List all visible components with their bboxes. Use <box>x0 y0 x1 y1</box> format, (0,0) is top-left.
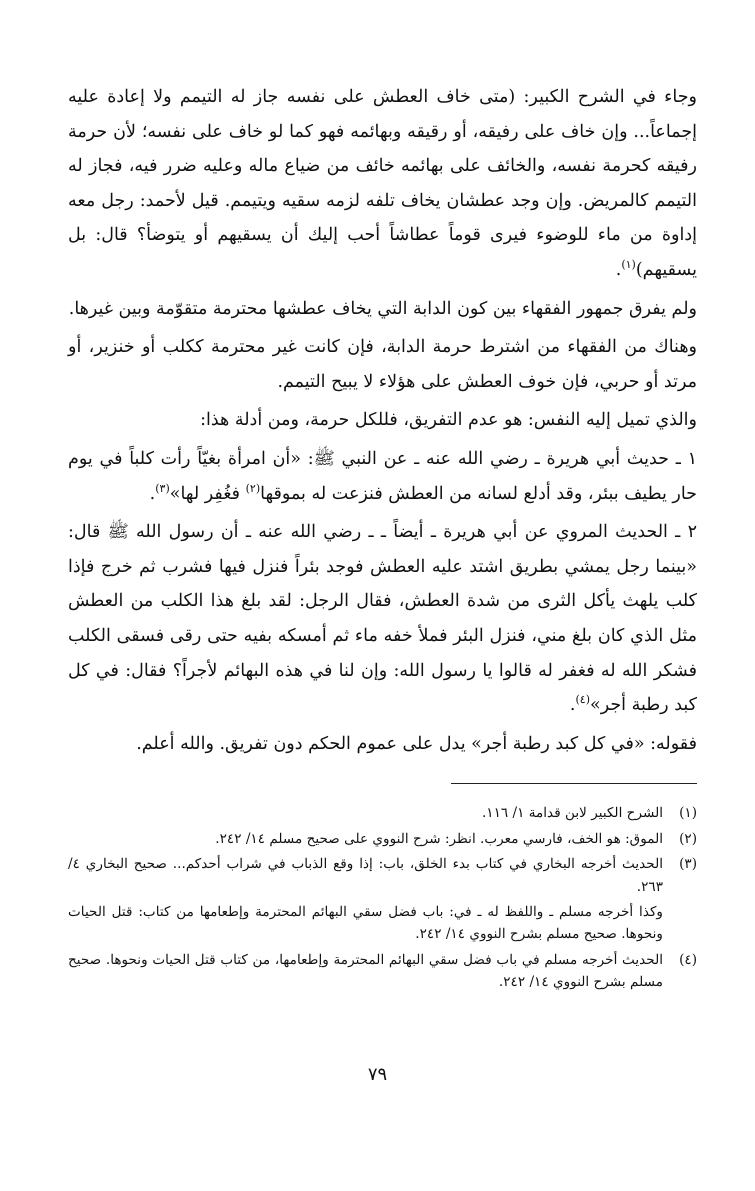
footnotes <box>68 802 697 993</box>
paragraph-3: وهناك من الفقهاء من اشترط حرمة الدابة، فإن كانت غير محترمة ككلب أو خنزير، أو مرتد أو حربي، فإن خوف العطش على هؤلاء لا يبيح التيمم. <box>68 337 697 392</box>
page-number: ٧٩ <box>367 1064 388 1085</box>
footnote-text: الحديث أخرجه مسلم في باب فضل سقي البهائم المحترمة وإطعامها، من كتاب قتل الحيات ونحوها. صحيح مسلم بشرح النووي ١٤/ ٢٤٢. <box>68 951 663 991</box>
footnote-number: (١) <box>679 805 697 822</box>
footnote-3-continuation: وكذا أخرجه مسلم ـ واللفظ له ـ في: باب فضل سقي البهائم المحترمة وإطعامها من كتاب: قتل الحيات ونحوها. صحيح مسلم بشرح النووي ١٤/ ٢٤٢. <box>68 903 663 943</box>
paragraph-7: فقوله: «في كل كبد رطبة أجر» يدل على عموم الحكم دون تفريق. والله أعلم. <box>136 733 697 754</box>
footnote-text: الموق: هو الخف، فارسي معرب. انظر: شرح النووي على صحيح مسلم ١٤/ ٢٤٢. <box>215 830 663 847</box>
footnote-1 <box>68 802 697 824</box>
paragraph-2: ولم يفرق جمهور الفقهاء بين كون الدابة التي يخاف عطشها محترمة متقوّمة وبين غيرها. <box>68 298 697 319</box>
footnote-number: (٤) <box>679 951 697 968</box>
footnote-number: (٣) <box>679 856 697 873</box>
paragraph-4: والذي تميل إليه النفس: هو عدم التفريق، فللكل حرمة، ومن أدلة هذا: <box>200 410 697 431</box>
paragraph-5: ١ ـ حديث أبي هريرة ـ رضي الله عنه ـ عن النبي ﷺ: «أن امرأة بغيّاً رأت كلباً في يوم حار يطيف ببئر، وقد أدلع لسانه من العطش فنزعت له بموقها$^{(٢)}$ فغُفِر لها»$^{(٣)}$. <box>68 448 697 504</box>
footnote-ref-1: (١) <box>621 258 636 272</box>
footnote-3 <box>68 853 697 898</box>
main-text <box>68 80 697 761</box>
footnote-4 <box>68 949 697 994</box>
paragraph-6: ٢ ـ الحديث المروي عن أبي هريرة ـ أيضاً ـ ـ رضي الله عنه ـ أن رسول الله ﷺ قال: «بينما رجل يمشي بطريق اشتد عليه العطش فوجد بئراً فنزل فيها فشرب ثم خرج فإذا كلب يلهث يأكل الثرى من شدة العطش، فقال الرجل: لقد بلغ هذا الكلب من العطش مثل الذي كان بلغ مني، فنزل البئر فملأ خفه ماء ثم أمسكه بفيه حتى رقى فسقى الكلب فشكر الله له فغفر له قالوا يا رسول الله: وإن لنا في هذه البهائم لأجراً؟ فقال: في كل كبد رطبة أجر»$^{(٤)}$. <box>68 522 697 716</box>
footnote-ref-4: (٤) <box>575 693 590 707</box>
footnote-ref-3: (٣) <box>155 481 170 495</box>
footnote-number: (٢) <box>679 830 697 847</box>
footnote-ref-2: (٢) <box>245 481 261 495</box>
footnote-divider <box>451 783 697 784</box>
footnote-2 <box>68 828 697 850</box>
paragraph-1: وجاء في الشرح الكبير: (متى خاف العطش على نفسه جاز له التيمم ولا إعادة عليه إجماعاً... وإن خاف على رفيقه، أو رقيقه وبهائمه فهو كما لو خاف على نفسه؛ لأن حرمة رفيقه كحرمة نفسه، والخائف على بهائمه خائف من ضياع ماله وعليه ضرر فيه، فجاز له التيمم كالمريض. وإن وجد عطشان يخاف تلفه لزمه سقيه ويتيمم. قيل لأحمد: رجل معه إداوة من ماء للوضوء فيرى قوماً عطاشاً أحب إليك أن يسقيهم أو يتوضأ؟ قال: بل يسقيهم)$^{(١)}$. <box>68 87 697 280</box>
footnote-text: الحديث أخرجه البخاري في كتاب بدء الخلق، باب: إذا وقع الذباب في شراب أحدكم... صحيح البخاري ٤/ ٢٦٣. <box>68 856 663 895</box>
footnote-text: الشرح الكبير لابن قدامة ١/ ١١٦. <box>481 805 663 822</box>
